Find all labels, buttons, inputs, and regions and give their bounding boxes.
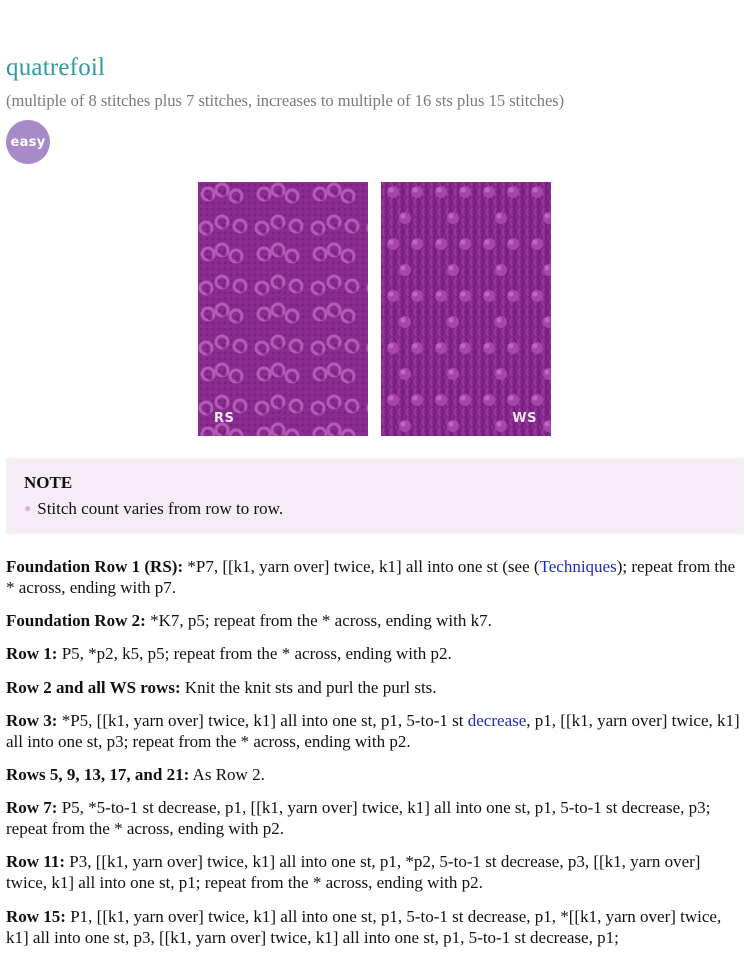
note-box <box>6 458 744 534</box>
row-text: *K7, p5; repeat from the * across, ending with k7. <box>145 611 492 631</box>
decrease-link[interactable]: decrease <box>467 710 527 730</box>
row-text: Knit the knit sts and purl the purl sts. <box>180 677 437 697</box>
instruction-row <box>6 710 744 752</box>
swatch-rs-image <box>198 182 368 436</box>
ws-label: WS <box>512 411 537 426</box>
row-label: Row 7: <box>6 798 58 818</box>
row-label: Row 2 and all WS rows: <box>6 677 181 697</box>
instruction-row <box>6 797 744 839</box>
note-item-text: Stitch count varies from row to row. <box>37 499 284 518</box>
instruction-row <box>6 906 744 948</box>
row-text: P5, *5-to-1 st decrease, p1, [[k1, yarn over] twice, k1] all into one st, p1, 5-to-1 st decrease, p3; repeat from the * across, ending with p2. <box>6 798 711 839</box>
row-label: Foundation Row 2: <box>6 611 146 631</box>
instruction-row <box>6 677 744 698</box>
row-label: Row 15: <box>6 906 66 926</box>
instruction-row <box>6 764 744 785</box>
instruction-row <box>6 610 744 631</box>
row-text: P5, *p2, k5, p5; repeat from the * across, ending with p2. <box>57 644 452 664</box>
instruction-row <box>6 556 744 598</box>
row-text: As Row 2. <box>189 764 265 784</box>
row-text: P1, [[k1, yarn over] twice, k1] all into one st, p1, 5-to-1 st decrease, p1, *[[k1, yarn over] twice, k1] all into one st, p3, [[k1, yarn over] twice, k1] all into one st, p1, 5-to-1 st decrease, p1; <box>6 906 722 947</box>
rs-knit-texture <box>198 182 368 436</box>
row-text: *P5, [[k1, yarn over] twice, k1] all into one st, p1, 5-to-1 st <box>57 710 468 730</box>
note-heading: NOTE <box>24 473 73 492</box>
row-text: P3, [[k1, yarn over] twice, k1] all into one st, p1, *p2, 5-to-1 st decrease, p3, [[k1, yarn over] twice, k1] all into one st, p1; repeat from the * across, ending with p2. <box>6 852 701 893</box>
row-label: Row 1: <box>6 644 58 664</box>
row-label: Rows 5, 9, 13, 17, and 21: <box>6 764 190 784</box>
techniques-link[interactable]: Techniques <box>539 557 617 576</box>
rs-label: RS <box>214 411 235 426</box>
row-text: *P7, [[k1, yarn over] twice, k1] all into one st (see ( <box>183 557 540 576</box>
row-text: ); repeat from the * across, ending with p7. <box>6 557 736 597</box>
swatch-ws-image <box>381 182 551 436</box>
row-label: Row 3: <box>6 710 58 730</box>
row-label: Foundation Row 1 (RS): <box>6 557 184 576</box>
pattern-subtitle: (multiple of 8 stitches plus 7 stitches, increases to multiple of 16 sts plus 15 stitches) <box>6 91 565 110</box>
instruction-row <box>6 643 744 664</box>
row-text: , p1, [[k1, yarn over] twice, k1] all into one st, p3; repeat from the * across, ending with p2. <box>6 710 740 751</box>
row-label: Row 11: <box>6 852 66 872</box>
instruction-row <box>6 851 744 893</box>
pattern-instructions <box>6 556 744 960</box>
difficulty-badge: easy <box>6 120 50 164</box>
pattern-title: quatrefoil <box>6 54 106 81</box>
bullet-icon: ● <box>24 501 32 515</box>
note-item <box>24 499 744 519</box>
ws-knit-texture <box>381 182 551 436</box>
